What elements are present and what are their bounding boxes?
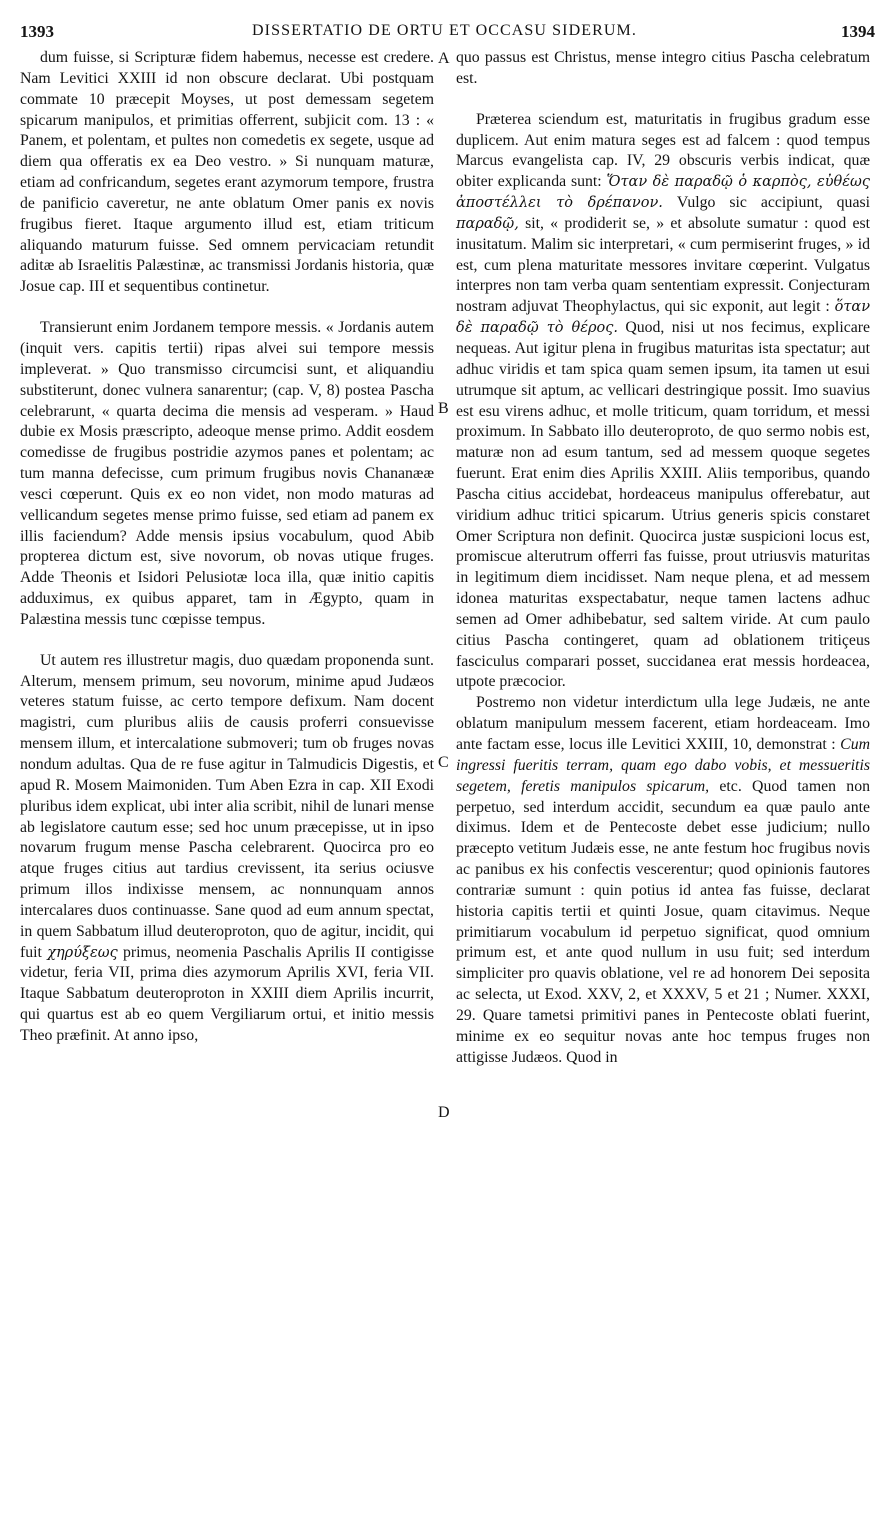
running-title: DISSERTATIO DE ORTU ET OCCASU SIDERUM. [252,22,637,39]
left-paragraph-3-text: Ut autem res illustretur magis, duo quædam proponenda sunt. Alterum, mensem primum, seu novorum, minime apud Judæos veteres statum fuisse, ac certo tempore defixum. Nam docent magistri, cum pluribus aliis de causis proferri consuevisse mensem illum, et intercalatione submoveri; tum ob fruges novas nondum adultas. Qua de re fuse agitur in Talmudicis Digestis, et apud R. Mosem Maimoniden. Tum Aben Ezra in cap. XII Exodi pluribus idem explicat, ubi inter alia scribit, nihil de lunari mense ab legislatore cautum esse; sed hoc unum præcepisse, ut in ipso novarum frugum mense Pascha celebrarent. Quocirca pro eo atque fruges citius aut tardius crevissent, ita serius ociusve primum illos indixisse mensem, ac nonnunquam annos intercalares duos continuasse. Sane quod ad eum annum spectat, in quem Sabbatum illud deuteroproton, quo de agitur, incidit, qui fuit [20,651,434,961]
right-paragraph-2a: Præterea sciendum est, maturitatis in frugibus gradum esse duplicem. Aut enim matura seges est ad falcem : quod tempus Marcus evangelista cap. IV, 29 obscuris verbis indicat, quæ obiter explicanda sunt: [456,110,870,191]
left-column [20,48,434,1047]
page-number-left: 1393 [20,22,54,41]
right-column [456,48,870,1069]
greek-quote-3: ὅταν δὲ παραδῷ τὸ θέρος. [456,299,871,337]
left-paragraph-1: dum fuisse, si Scripturæ fidem habemus, necesse est credere. Nam Levitici XXIII id non obscure declarat. Ubi postquam commate 10 præcepit Moyses, ut post demessam segetem spicarum manipulos, et primitias offerrent, subjicit com. 13 : « Panem, et polentam, et pultes non comedetis ex segete, usque ad diem qua offeratis ex ea Deo vestro. » Si nunquam maturæ, etiam ad confricandum, segetes erant azymorum tempore, frustra de panificio caveretur, ne ante oblatum Omer panis ex novis frugibus fieret. Itaque argumento illud est, etiam triticum aliquando maturum fuisse. Sed omnem pervicaciam retundit aditæ ab Israelitis Palæstinæ, ac transmissi Jordanis historia, quæ Josue cap. III et sequentibus continetur. [20,49,434,296]
margin-marker-c: C [438,754,449,771]
right-paragraph-2b: Vulgo sic accipiunt, quasi [676,194,870,212]
left-paragraph-2: Transierunt enim Jordanem tempore messis. « Jordanis autem (inquit vers. capitis tertii) ripas alvei sui tempore messis impleverat. » Quo transmisso circumcisi sunt, et aliquandiu substiterunt, donec vulnera sanarentur; (cap. V, 8) postea Pascha celebrarunt, « quarta decima die mensis ad vesperam. » Haud dubie ex Mosis præscripto, adeoque mense primo. Addit eosdem comedisse de frugibus postridie azymos panes et polentam; ac tum manna defecisse, cum primum frugibus novis Chananææ vesci cœperunt. Quis ex eo non videt, non modo maturas ad vellicandum segetes mense primo fuisse, sed etiam ad panem ex illis faciendum? Adde mensis ipsius vocabulum, quod Abib propterea dictum est, sive novorum, ob novas utique fruges. Adde Theonis et Isidori Pelusiotæ loca illa, quæ initio capitis adduximus, ex quibus apparet, tam in Ægypto, quam in Palæstina messis tunc cœpisse tempus. [20,319,434,628]
right-paragraph-1: quo passus est Christus, mense integro citius Pascha celebratum est. [456,49,870,87]
margin-marker-d: D [438,1104,450,1121]
scripture-quote: Cum ingressi fueritis terram, quam ego dabo vobis, et messueritis segetem, feretis manipulos spicarum, [456,736,870,795]
left-paragraph-3-cont: primus, neomenia Paschalis Aprilis II contigisse videtur, feria VII, prima dies azymorum Aprilis XVI, feria VII. Itaque Sabbatum deuteroproton in XXIII diem Aprilis incurrit, qui quartus est ab eo quem Vergiliarum ortui, et initio messis Theo præfinit. At anno ipso, [20,943,435,1044]
margin-marker-a: A [438,50,450,67]
right-paragraph-2c: sit, « prodiderit se, » et absolute sumatur : quod est inusitatum. Malim sic interpretari, « cum permiserint fruges, » id est, cum plena maturitate messores invitare cœperint. Vulgatus interpres non tam verba quam sententiam expressit. Conjecturam nostram adjuvat Theophylactus, qui sic exponit, aut legit : [456,214,871,316]
left-paragraph-3 [20,651,434,1047]
right-paragraph-2d: Quod, nisi ut nos fecimus, explicare nequeas. Aut igitur plena in frugibus maturitas ista spectatur; aut adhuc viridis et tam spica quam semen ipsum, ita tamen ut esui utrumque sit aptum, ac vellicari destringique possit. Imo suavius est esu virens adhuc, et molle triticum, quam torridum, et messi proximum. In Sabbato illo deuteroproto, de quo sermo nobis est, maturæ non ad esum tantum, sed ad messem quoque segetes fuerunt. Erat enim dies Aprilis XXIII. Aliis temporibus, quando Pascha citius accidebat, hordeaceus manipulus offerebatur, aut viridium adhuc tritici spicarum. Utrius generis spicis constaret Omer Scriptura non definit. Quocirca justæ suspicioni locus est, promiscue alterutrum offerri fas fuisse, prout utriusvis maturitas in legitimum diem incidisset. Nam neque plena, et ad messem idonea maturitas exspectabatur, neque tamen lactens adhuc semen ad Omer adhibebatur, sed saltem viride. At cum paulo citius Pascha contingeret, quam ad oblationem tritiçeus fasciculus comparari posset, succidanea erat messis hordeacea, utpote præcocior. [456,319,870,691]
greek-word: χηρύξεως [47,944,118,961]
page-header [0,22,889,46]
right-paragraph-2 [456,110,870,694]
right-paragraph-3b: etc. Quod tamen non perpetuo, sed interdum accidit, secundum ea quæ paulo ante diximus. Idem et de Pentecoste debet esse judicium; nullo præcepto vetitum Judæis esse, ne ante festum hoc frugibus novis ac panibus ex his confectis vescerentur; quod opinionis fautores contrariæ sumunt : quin potius id antea fas fuisse, declarat historia capitis tertii et quinti Josue, quam citavimus. Neque primitiarum vocabulum id perpetuo significat, quod omnium primum est, et ante quod nullum in usu fuit; sed interdum simpliciter pro quavis oblatione, vel re ad honorem Dei seposita ac selecta, ut Exod. XXV, 2, et XXXV, 5 et 21 ; Numer. XXXI, 29. Quare tametsi primitivi panes in Pentecoste oblati fuerint, minime ex eo sequitur novas ante hoc tempus fruges non attigisse Judæos. Quod in [456,777,870,1066]
greek-quote-1: Ὅταν δὲ παραδῷ ὁ καρπὸς, εὐθέως ἀποστέλλει τὸ δρέπανον. [456,174,870,212]
margin-marker-b: B [438,400,449,417]
greek-quote-2: παραδῷ, [456,215,519,232]
page-number-right: 1394 [841,22,875,41]
right-paragraph-3 [456,693,870,1068]
right-paragraph-3a: Postremo non videtur interdictum ulla lege Judæis, ne ante oblatum manipulum messem facerent, etiam hordeaceam. Imo ante factam esse, locus ille Levitici XXIII, 10, demonstrat : [456,694,870,753]
